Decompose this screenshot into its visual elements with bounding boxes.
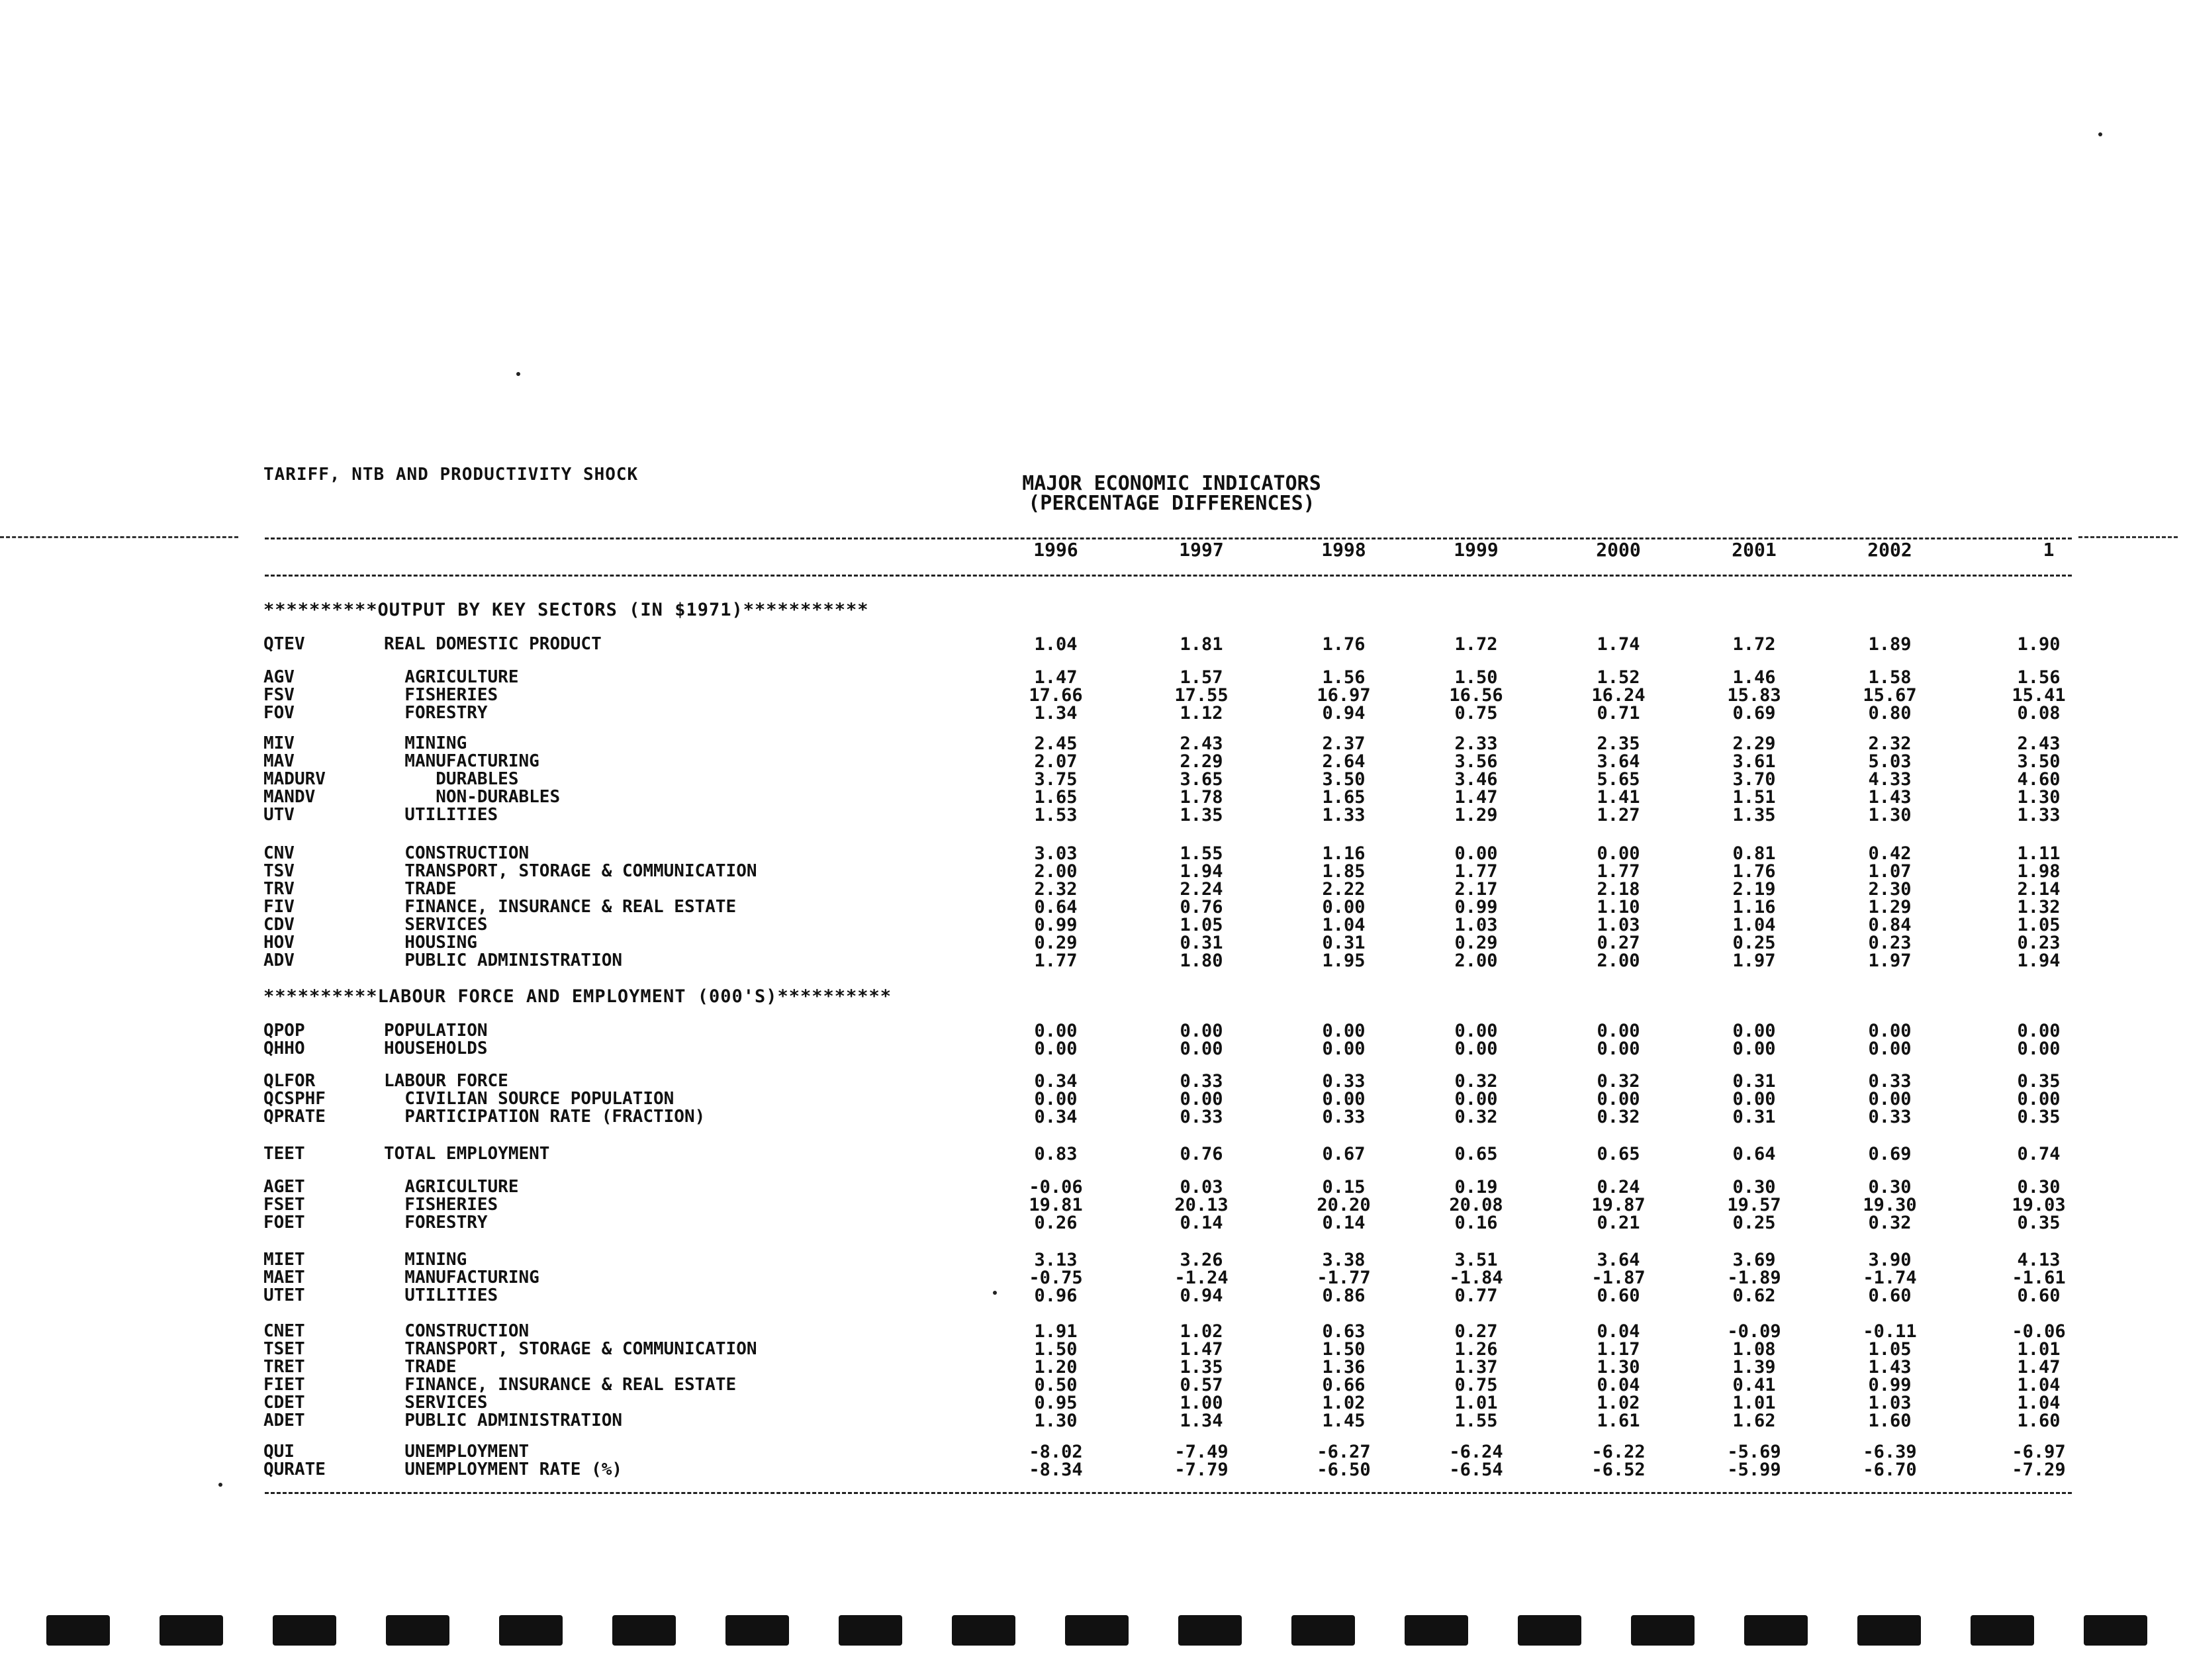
value-cell: 1.57 17.55 1.12	[1174, 667, 1229, 723]
value-cell: 0.00 0.00	[1322, 1021, 1366, 1059]
value-cell: 0.31 0.00 0.31	[1732, 1071, 1776, 1127]
value-cell: 3.64 -1.87 0.60	[1591, 1250, 1646, 1306]
perforation-mark	[952, 1615, 1015, 1646]
value-cell: 0.65	[1597, 1144, 1640, 1164]
year-col-2: 1997	[1179, 539, 1224, 561]
value-cell: 3.38 -1.77 0.86	[1317, 1250, 1371, 1306]
value-cell: -6.39 -6.70	[1863, 1442, 1917, 1480]
section-labour: **********LABOUR FORCE AND EMPLOYMENT (000'S)**********	[263, 986, 892, 1007]
row-codes: TEET	[263, 1144, 305, 1164]
value-cell: 0.04 1.17 1.30 0.04 1.02 1.61	[1597, 1321, 1640, 1431]
value-cell: 2.32 5.03 4.33 1.43 1.30	[1868, 733, 1912, 825]
value-cell: 1.89	[1868, 634, 1912, 655]
row-labels: POPULATION HOUSEHOLDS	[384, 1021, 488, 1058]
value-cell: 0.30 19.57 0.25	[1727, 1177, 1781, 1233]
perforation-mark	[1518, 1615, 1581, 1646]
value-cell: 2.45 2.07 3.75 1.65 1.53	[1034, 733, 1078, 825]
value-cell: 1.81	[1180, 634, 1223, 655]
value-cell: 0.33 0.00 0.33	[1322, 1071, 1366, 1127]
perforation-mark	[1857, 1615, 1921, 1646]
speck	[516, 372, 520, 376]
value-cell: 1.56 16.97 0.94	[1317, 667, 1371, 723]
value-cell: 0.32 0.00 0.32	[1454, 1071, 1498, 1127]
value-cell: 0.00 0.00	[1597, 1021, 1640, 1059]
year-col-3: 1998	[1321, 539, 1366, 561]
value-cell: 1.72	[1732, 634, 1776, 655]
perforation-mark	[386, 1615, 449, 1646]
value-cell: 1.04	[1034, 634, 1078, 655]
perforation-mark	[1631, 1615, 1695, 1646]
value-cell: -8.02 -8.34	[1029, 1442, 1083, 1480]
row-labels: TOTAL EMPLOYMENT	[384, 1144, 550, 1164]
year-rule	[265, 575, 2072, 577]
row-labels: CONSTRUCTION TRANSPORT, STORAGE & COMMUNICATION TRADE FINANCE, INSURANCE & REAL ESTATE SERVICES HOUSING PUBLIC ADMINISTRATION	[404, 843, 757, 970]
value-cell: 0.30 19.03 0.35	[2012, 1177, 2066, 1233]
perforation-mark	[499, 1615, 563, 1646]
row-labels: MINING MANUFACTURING UTILITIES	[404, 1250, 539, 1305]
printer-perforation	[0, 1615, 2187, 1661]
row-labels: AGRICULTURE FISHERIES FORESTRY	[404, 1177, 519, 1233]
value-cell: 4.13 -1.61 0.60	[2012, 1250, 2066, 1306]
row-labels: AGRICULTURE FISHERIES FORESTRY	[404, 667, 519, 723]
perforation-mark	[1178, 1615, 1242, 1646]
value-cell: 1.90	[2017, 634, 2061, 655]
value-cell: -6.27 -6.50	[1317, 1442, 1371, 1480]
value-cell: 1.52 16.24 0.71	[1591, 667, 1646, 723]
row-labels: CONSTRUCTION TRANSPORT, STORAGE & COMMUNICATION TRADE FINANCE, INSURANCE & REAL ESTATE SERVICES PUBLIC ADMINISTRATION	[404, 1321, 757, 1430]
perforation-mark	[612, 1615, 676, 1646]
perforation-mark	[1744, 1615, 1808, 1646]
value-cell: 1.11 1.98 2.14 1.32 1.05 0.23 1.94	[2017, 843, 2061, 971]
value-cell: 0.69	[1868, 1144, 1912, 1164]
value-cell: 2.35 3.64 5.65 1.41 1.27	[1597, 733, 1640, 825]
value-cell: 0.03 20.13 0.14	[1174, 1177, 1229, 1233]
value-cell: 0.00 0.00	[1180, 1021, 1223, 1059]
value-cell: 0.00 0.00	[2017, 1021, 2061, 1059]
value-cell: -0.06 1.01 1.47 1.04 1.04 1.60	[2012, 1321, 2066, 1431]
row-labels: LABOUR FORCE CIVILIAN SOURCE POPULATION PARTICIPATION RATE (FRACTION)	[384, 1071, 706, 1127]
value-cell: 3.90 -1.74 0.60	[1863, 1250, 1917, 1306]
value-cell: 0.35 0.00 0.35	[2017, 1071, 2061, 1127]
row-labels: MINING MANUFACTURING DURABLES NON-DURABLES UTILITIES	[404, 733, 561, 825]
value-cell: 0.64	[1732, 1144, 1776, 1164]
value-cell: -6.22 -6.52	[1591, 1442, 1646, 1480]
year-col-7: 2002	[1867, 539, 1912, 561]
value-cell: 0.63 1.50 1.36 0.66 1.02 1.45	[1322, 1321, 1366, 1431]
value-cell: -6.97 -7.29	[2012, 1442, 2066, 1480]
value-cell: 3.51 -1.84 0.77	[1449, 1250, 1503, 1306]
row-labels: REAL DOMESTIC PRODUCT	[384, 634, 602, 654]
perforation-mark	[160, 1615, 223, 1646]
value-cell: 0.42 1.07 2.30 1.29 0.84 0.23 1.97	[1868, 843, 1912, 971]
value-cell: 2.33 3.56 3.46 1.47 1.29	[1454, 733, 1498, 825]
bottom-rule	[265, 1492, 2072, 1494]
value-cell: 1.55 1.94 2.24 0.76 1.05 0.31 1.80	[1180, 843, 1223, 971]
value-cell: -0.06 19.81 0.26	[1029, 1177, 1083, 1233]
value-cell: 0.34 0.00 0.34	[1034, 1071, 1078, 1127]
header-left-text: TARIFF, NTB AND PRODUCTIVITY SHOCK	[263, 465, 639, 485]
row-codes: QPOP QHHO	[263, 1021, 305, 1058]
value-cell: 0.00 1.77 2.18 1.10 1.03 0.27 2.00	[1597, 843, 1640, 971]
year-col-4: 1999	[1454, 539, 1499, 561]
perforation-mark	[1065, 1615, 1129, 1646]
value-cell: 1.58 15.67 0.80	[1863, 667, 1917, 723]
year-col-5: 2000	[1596, 539, 1641, 561]
perforation-mark	[1971, 1615, 2034, 1646]
value-cell: 0.33 0.00 0.33	[1868, 1071, 1912, 1127]
value-cell: -6.24 -6.54	[1449, 1442, 1503, 1480]
value-cell: 0.65	[1454, 1144, 1498, 1164]
value-cell: 1.76	[1322, 634, 1366, 655]
value-cell: -7.49 -7.79	[1174, 1442, 1229, 1480]
value-cell: 0.83	[1034, 1144, 1078, 1164]
value-cell: 0.67	[1322, 1144, 1366, 1164]
year-header-row	[0, 539, 2187, 565]
value-cell: 0.00 0.00	[1732, 1021, 1776, 1059]
speck	[2098, 132, 2102, 136]
value-cell: 2.43 2.29 3.65 1.78 1.35	[1180, 733, 1223, 825]
perforation-mark	[46, 1615, 110, 1646]
speck	[218, 1483, 222, 1487]
value-cell: 3.03 2.00 2.32 0.64 0.99 0.29 1.77	[1034, 843, 1078, 971]
perforation-mark	[1291, 1615, 1355, 1646]
value-cell: 0.76	[1180, 1144, 1223, 1164]
section-output: **********OUTPUT BY KEY SECTORS (IN $1971)***********	[263, 600, 869, 620]
value-cell: 2.37 2.64 3.50 1.65 1.33	[1322, 733, 1366, 825]
value-cell: 0.33 0.00 0.33	[1180, 1071, 1223, 1127]
row-codes: QLFOR QCSPHF QPRATE	[263, 1071, 326, 1127]
value-cell: 0.32 0.00 0.32	[1597, 1071, 1640, 1127]
value-cell: -0.11 1.05 1.43 0.99 1.03 1.60	[1863, 1321, 1917, 1431]
value-cell: 1.16 1.85 2.22 0.00 1.04 0.31 1.95	[1322, 843, 1366, 971]
value-cell: 3.13 -0.75 0.96	[1029, 1250, 1083, 1306]
value-cell: 2.29 3.61 3.70 1.51 1.35	[1732, 733, 1776, 825]
value-cell: 0.00 0.00	[1454, 1021, 1498, 1059]
value-cell: 0.00 1.77 2.17 0.99 1.03 0.29 2.00	[1454, 843, 1498, 971]
value-cell: 0.19 20.08 0.16	[1449, 1177, 1503, 1233]
value-cell: 0.24 19.87 0.21	[1591, 1177, 1646, 1233]
value-cell: 0.00 0.00	[1868, 1021, 1912, 1059]
row-codes: CNET TSET TRET FIET CDET ADET	[263, 1321, 305, 1430]
value-cell: 0.30 19.30 0.32	[1863, 1177, 1917, 1233]
row-labels: UNEMPLOYMENT UNEMPLOYMENT RATE (%)	[404, 1442, 623, 1479]
value-cell: 1.74	[1597, 634, 1640, 655]
value-cell: -0.09 1.08 1.39 0.41 1.01 1.62	[1727, 1321, 1781, 1431]
value-cell: 1.46 15.83 0.69	[1727, 667, 1781, 723]
value-cell: 0.81 1.76 2.19 1.16 1.04 0.25 1.97	[1732, 843, 1776, 971]
year-col-8: 1	[2043, 539, 2055, 561]
value-cell: 0.00 0.00	[1034, 1021, 1078, 1059]
row-codes: MIV MAV MADURV MANDV UTV	[263, 733, 326, 825]
value-cell: 3.26 -1.24 0.94	[1174, 1250, 1229, 1306]
perforation-mark	[839, 1615, 902, 1646]
speck	[993, 1291, 997, 1295]
title-line-1: MAJOR ECONOMIC INDICATORS	[1022, 472, 1321, 495]
row-codes: QUI QURATE	[263, 1442, 326, 1479]
value-cell: 1.02 1.47 1.35 0.57 1.00 1.34	[1180, 1321, 1223, 1431]
value-cell: 1.47 17.66 1.34	[1029, 667, 1083, 723]
year-col-1: 1996	[1033, 539, 1078, 561]
report-title	[986, 474, 1357, 514]
value-cell: 1.72	[1454, 634, 1498, 655]
perforation-mark	[273, 1615, 336, 1646]
year-col-6: 2001	[1732, 539, 1777, 561]
value-cell: 0.27 1.26 1.37 0.75 1.01 1.55	[1454, 1321, 1498, 1431]
value-cell: 0.74	[2017, 1144, 2061, 1164]
row-codes: MIET MAET UTET	[263, 1250, 305, 1305]
row-codes: QTEV	[263, 634, 305, 654]
value-cell: 2.43 3.50 4.60 1.30 1.33	[2017, 733, 2061, 825]
perforation-mark	[1405, 1615, 1468, 1646]
perforation-mark	[2084, 1615, 2147, 1646]
value-cell: 0.15 20.20 0.14	[1317, 1177, 1371, 1233]
row-codes: AGET FSET FOET	[263, 1177, 305, 1233]
value-cell: 1.91 1.50 1.20 0.50 0.95 1.30	[1034, 1321, 1078, 1431]
value-cell: 1.56 15.41 0.08	[2012, 667, 2066, 723]
row-codes: CNV TSV TRV FIV CDV HOV ADV	[263, 843, 295, 970]
title-line-2: (PERCENTAGE DIFFERENCES)	[1028, 492, 1315, 515]
perforation-mark	[725, 1615, 789, 1646]
row-codes: AGV FSV FOV	[263, 667, 295, 723]
value-cell: 3.69 -1.89 0.62	[1727, 1250, 1781, 1306]
value-cell: 1.50 16.56 0.75	[1449, 667, 1503, 723]
value-cell: -5.69 -5.99	[1727, 1442, 1781, 1480]
